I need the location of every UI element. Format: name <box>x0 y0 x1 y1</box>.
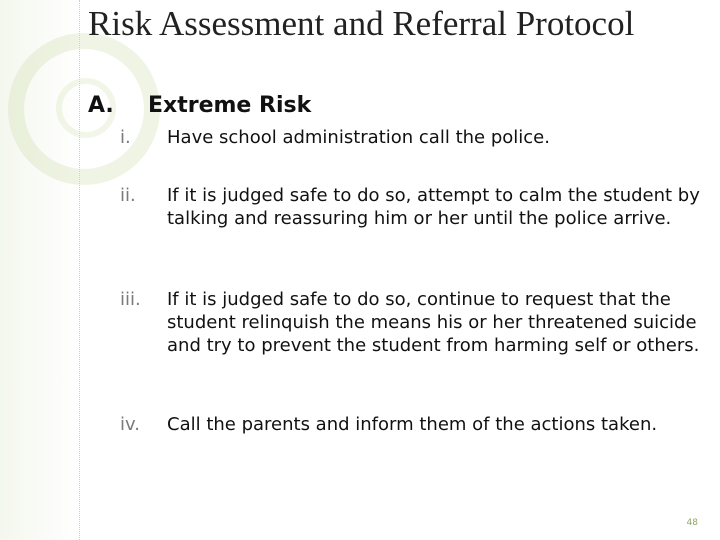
section-letter: A. <box>88 93 114 118</box>
section-title: Extreme Risk <box>148 93 312 118</box>
list-item-text: Have school administration call the police. <box>167 127 550 148</box>
list-item-number: iii. <box>120 289 141 310</box>
list-item-text: If it is judged safe to do so, attempt to calm the student by talking and reassuring him or her until the police arrive. <box>167 185 700 229</box>
section-heading <box>88 91 311 121</box>
list-item <box>120 288 700 357</box>
list-item-number: i. <box>120 127 131 148</box>
slide-title: Risk Assessment and Referral Protocol <box>88 4 635 43</box>
page-number: 48 <box>686 518 698 528</box>
list-item <box>120 184 700 230</box>
list-item <box>120 413 700 436</box>
list-item-text: Call the parents and inform them of the actions taken. <box>167 414 658 435</box>
list-item-text: If it is judged safe to do so, continue to request that the student relinquish the means his or her threatened suicide and try to prevent the student from harming self or others. <box>167 289 700 356</box>
list-item <box>120 126 700 149</box>
list-item-number: iv. <box>120 414 140 435</box>
list-item-number: ii. <box>120 185 136 206</box>
